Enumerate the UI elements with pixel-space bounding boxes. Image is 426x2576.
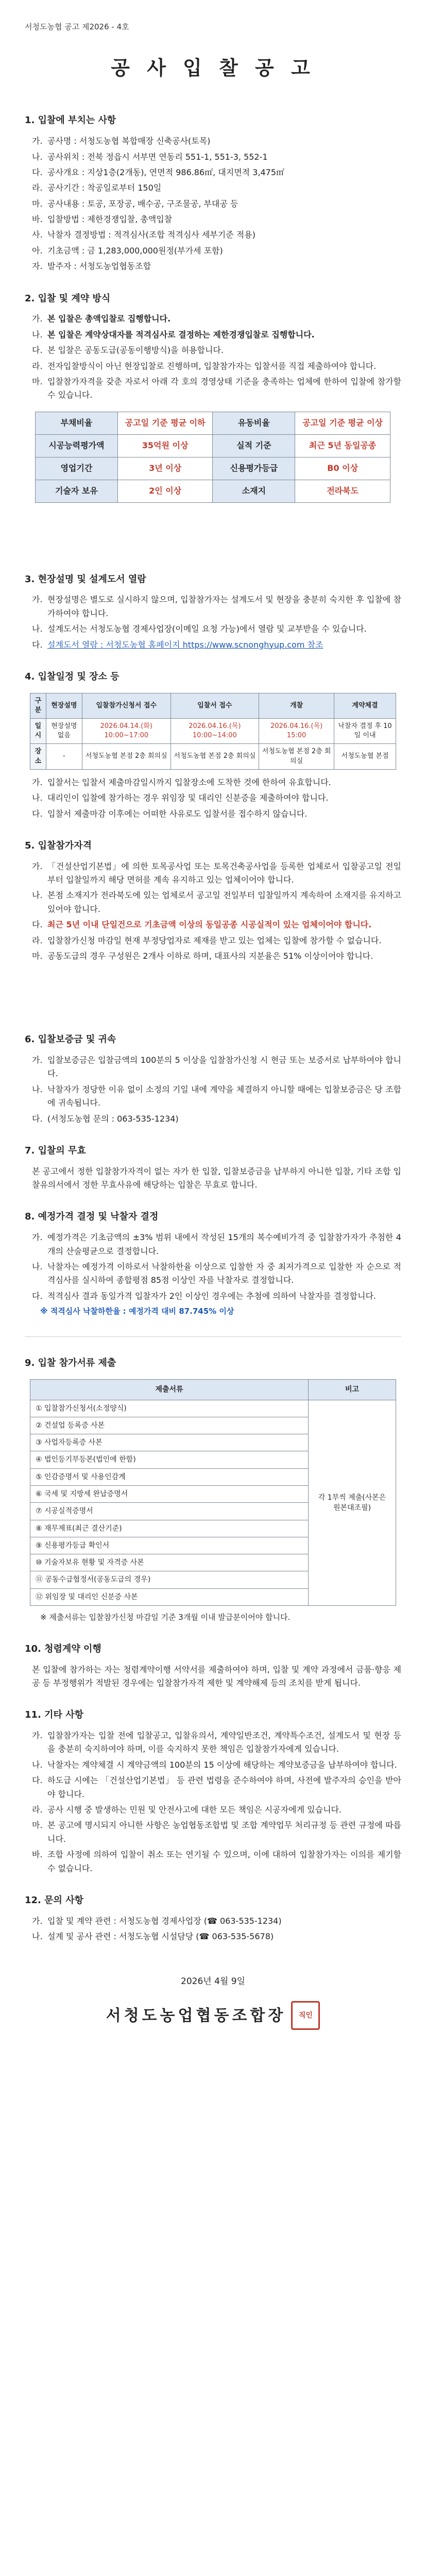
list-item [32, 791, 401, 805]
list-item [32, 1819, 401, 1846]
item-mark: 가. [32, 861, 43, 871]
list-item [32, 360, 401, 373]
section-1 [25, 113, 401, 273]
list-item [32, 328, 401, 342]
list-item [32, 918, 401, 931]
item-text: 최근 5년 이내 단일건으로 기초금액 이상의 동일공종 시공실적이 있는 업체이어야 합니다. [47, 920, 372, 930]
item-text: 본 입찰은 계약상대자를 적격심사로 결정하는 제한경쟁입찰로 집행합니다. [47, 329, 315, 340]
column-header: 입찰참가신청서 접수 [82, 693, 171, 718]
table-row [36, 457, 390, 480]
section-8 [25, 1209, 401, 1317]
item-mark: 라. [32, 1804, 43, 1815]
table-cell-value: 2인 이상 [117, 480, 213, 502]
issuer-name: 서청도농업협동조합장 [106, 2006, 286, 2025]
table-cell: - [46, 744, 82, 769]
column-header: 현장설명 [46, 693, 82, 718]
column-header: 입찰서 접수 [171, 693, 259, 718]
table-row [36, 480, 390, 502]
table-cell: ⑨ 신용평가등급 확인서 [30, 1537, 309, 1554]
item-text: 입찰보증금은 입찰금액의 100분의 5 이상을 입찰참가신청 시 현금 또는 보증서로 납부하여야 합니다. [47, 1055, 401, 1079]
paragraph: 본 입찰에 참가하는 자는 청렴계약이행 서약서를 제출하여야 하며, 입찰 및 계약 과정에서 금품·향응 제공 등 부정행위가 적발된 경우에는 입찰참가자격 제한 및 계약해제 등의 조치를 받게 됩니다. [32, 1664, 401, 1688]
homepage-link[interactable]: 설계도서 열람 : 서청도농협 홈페이지 https://www.scnonghyup.com 참조 [47, 639, 323, 650]
item-text: 현장설명은 별도로 실시하지 않으며, 입찰참가자는 설계도서 및 현장을 충분히 숙지한 후 입찰에 참가하여야 합니다. [47, 595, 401, 618]
table-cell: 서청도농협 본점 2층 회의실 [171, 744, 259, 769]
table-cell-label: 신용평가등급 [213, 457, 295, 480]
table-cell-label: 기술자 보유 [36, 480, 118, 502]
item-text: 입찰참가자는 입찰 전에 입찰공고, 입찰유의서, 계약일반조건, 계약특수조건, 설계도서 및 현장 등을 충분히 숙지하여야 하며, 이를 숙지하지 못한 책임은 입찰참가자에게 있습니다. [47, 1730, 401, 1754]
item-text: 공사기간 : 착공일로부터 150일 [47, 183, 162, 193]
item-text: 본점 소재지가 전라북도에 있는 업체로서 공고일 전일부터 입찰일까지 계속하여 소재지를 유지하고 있어야 합니다. [47, 890, 401, 914]
table-cell-value: 최근 5년 동일공종 [295, 434, 390, 457]
item-mark: 마. [32, 198, 43, 209]
item-mark: 가. [32, 595, 43, 605]
schedule-table [30, 693, 396, 770]
column-header: 비고 [309, 1379, 396, 1400]
item-text: 입찰참가자격을 갖춘 자로서 아래 각 호의 경영상태 기준을 충족하는 업체에 한하여 입찰에 참가할 수 있습니다. [47, 376, 401, 400]
item-text: 본 입찰은 공동도급(공동이행방식)을 허용합니다. [47, 345, 224, 355]
section-heading: 2. 입찰 및 계약 방식 [25, 293, 111, 304]
list-item [32, 181, 401, 195]
table-cell-label: 실적 기준 [213, 434, 295, 457]
table-cell: 서청도농협 본점 2층 회의실 [82, 744, 171, 769]
section-heading: 4. 입찰일정 및 장소 등 [25, 671, 120, 682]
item-mark: 가. [32, 1916, 43, 1926]
table-cell: 2026.04.16.(목) 15:00 [259, 718, 334, 743]
list-item [32, 1112, 401, 1126]
item-text: 공사 시행 중 발생하는 민원 및 안전사고에 대한 모든 책임은 시공자에게 있습니다. [47, 1804, 342, 1815]
item-mark: 나. [32, 151, 43, 162]
table-cell: 낙찰자 결정 후 10일 이내 [334, 718, 396, 743]
item-mark: 나. [32, 1759, 43, 1770]
list-item [32, 593, 401, 620]
item-text: 공사명 : 서청도농협 복합매장 신축공사(토목) [47, 136, 211, 146]
list-item [32, 638, 401, 652]
column-header: 개찰 [259, 693, 334, 718]
item-mark: 나. [32, 793, 43, 803]
list-item [32, 375, 401, 402]
table-cell: 서청도농협 본점 2층 회의실 [259, 744, 334, 769]
table-cell-label: 소재지 [213, 480, 295, 502]
list-item [32, 1083, 401, 1110]
item-text: 본 공고에 명시되지 아니한 사항은 농업협동조합법 및 조합 계약업무 처리규정 등 관련 규정에 따릅니다. [47, 1820, 401, 1844]
item-text: 공동도급의 경우 구성원은 2개사 이하로 하며, 대표사의 지분율은 51% 이상이어야 합니다. [47, 951, 373, 961]
list-item [32, 1290, 401, 1303]
table-header-row [30, 693, 396, 718]
section-heading: 1. 입찰에 부치는 사항 [25, 115, 116, 126]
item-text: 전자입찰방식이 아닌 현장입찰로 진행하며, 입찰참가자는 입찰서를 직접 제출하여야 합니다. [47, 361, 377, 371]
list-item [32, 197, 401, 211]
list-item [32, 166, 401, 179]
section-4 [25, 669, 401, 821]
section-heading: 9. 입찰 참가서류 제출 [25, 1357, 116, 1368]
table-cell: 현장설명 없음 [46, 718, 82, 743]
list-item [32, 622, 401, 636]
item-text: 낙찰자가 정당한 이유 없이 소정의 기일 내에 계약을 체결하지 아니할 때에는 입찰보증금은 당 조합에 귀속됩니다. [47, 1084, 401, 1108]
item-text: 입찰 및 계약 관련 : 서청도농협 경제사업장 (☎ 063-535-1234) [47, 1916, 282, 1926]
table-row [30, 718, 396, 743]
official-seal-icon: 직인 [291, 2001, 320, 2030]
item-text: 공사위치 : 전북 정읍시 서부면 연동리 551-1, 551-3, 552-1 [47, 151, 268, 162]
table-cell-value: 3년 이상 [117, 457, 213, 480]
table-cell: 서청도농협 본점 [334, 744, 396, 769]
list-item [32, 213, 401, 226]
table-cell: ⑧ 재무제표(최근 결산기준) [30, 1520, 309, 1537]
item-mark: 가. [32, 1730, 43, 1740]
item-text: 적격심사 결과 동일가격 입찰자가 2인 이상인 경우에는 추첨에 의하여 낙찰자를 결정합니다. [47, 1291, 376, 1301]
row-label: 장소 [30, 744, 46, 769]
list-item [32, 776, 401, 789]
column-header: 계약체결 [334, 693, 396, 718]
item-text: 낙찰자 결정방법 : 적격심사(조합 적격심사 세부기준 적용) [47, 230, 255, 240]
table-cell: 2026.04.14.(화) 10:00~17:00 [82, 718, 171, 743]
table-note: ※ 제출서류는 입찰참가신청 마감일 기준 3개월 이내 발급분이어야 합니다. [40, 1613, 291, 1622]
table-cell-label: 유동비율 [213, 412, 295, 434]
column-header: 구분 [30, 693, 46, 718]
item-text: 설계 및 공사 관련 : 서청도농협 시설담당 (☎ 063-535-5678) [47, 1931, 274, 1941]
item-text: 낙찰자는 예정가격 이하로서 낙찰하한율 이상으로 입찰한 자 중 최저가격으로 입찰한 자 순으로 적격심사를 실시하여 종합평점 85점 이상인 자를 낙찰자로 결정합니다. [47, 1261, 401, 1285]
table-row [36, 412, 390, 434]
table-cell-value: B0 이상 [295, 457, 390, 480]
table-cell-label: 시공능력평가액 [36, 434, 118, 457]
item-text: 입찰서 제출마감 이후에는 어떠한 사유로도 입찰서를 접수하지 않습니다. [47, 808, 308, 819]
item-mark: 다. [32, 639, 43, 650]
list-item [32, 1260, 401, 1287]
section-heading: 3. 현장설명 및 설계도서 열람 [25, 573, 146, 585]
section-5 [25, 838, 401, 963]
item-mark: 아. [32, 245, 43, 256]
table-cell: ④ 법인등기부등본(법인에 한함) [30, 1451, 309, 1468]
document-title: 공 사 입 찰 공 고 [111, 56, 315, 79]
list-item [32, 1848, 401, 1875]
table-row [30, 744, 396, 769]
section-10 [25, 1641, 401, 1690]
table-cell: ⑫ 위임장 및 대리인 신분증 사본 [30, 1588, 309, 1605]
list-item [32, 1758, 401, 1772]
row-label: 일시 [30, 718, 46, 743]
list-item [32, 1803, 401, 1817]
section-heading: 6. 입찰보증금 및 귀속 [25, 1034, 116, 1045]
item-mark: 가. [32, 314, 43, 324]
item-text: 입찰참가신청 마감일 현재 부정당업자로 제재를 받고 있는 업체는 입찰에 참가할 수 없습니다. [47, 935, 382, 945]
paragraph: 본 공고에서 정한 입찰참가자격이 없는 자가 한 입찰, 입찰보증금을 납부하지 아니한 입찰, 기타 조합 입찰유의서에서 정한 무효사유에 해당하는 입찰은 무효로 합니다. [32, 1166, 401, 1190]
list-item [32, 260, 401, 273]
table-row [36, 434, 390, 457]
item-mark: 나. [32, 1261, 43, 1272]
list-item [32, 150, 401, 164]
item-mark: 라. [32, 361, 43, 371]
item-mark: 마. [32, 1820, 43, 1831]
notice-date: 2026년 4월 9일 [181, 1976, 245, 1987]
list-item [32, 950, 401, 963]
item-text: 「건설산업기본법」에 의한 토목공사업 또는 토목건축공사업을 등록한 업체로서 입찰공고일 전일부터 입찰일까지 해당 면허를 계속 유지하고 있는 업체이어야 합니다. [47, 861, 401, 885]
item-mark: 다. [32, 920, 43, 930]
item-text: 입찰방법 : 제한경쟁입찰, 총액입찰 [47, 214, 173, 225]
item-text: (서청도농협 문의 : 063-535-1234) [47, 1113, 179, 1124]
item-text: 입찰서는 입찰서 제출마감일시까지 입찰장소에 도착한 것에 한하여 유효합니다. [47, 777, 331, 787]
table-cell: ⑤ 인감증명서 및 사용인감계 [30, 1468, 309, 1485]
list-item [32, 807, 401, 821]
list-item [32, 1054, 401, 1081]
table-header-row [30, 1379, 396, 1400]
table-cell: ⑦ 시공실적증명서 [30, 1503, 309, 1520]
table-cell-label: 영업기간 [36, 457, 118, 480]
remark-cell: 각 1부씩 제출(사본은 원본대조필) [309, 1400, 396, 1606]
section-heading: 11. 기타 사항 [25, 1709, 83, 1721]
item-mark: 사. [32, 230, 43, 240]
item-mark: 자. [32, 261, 43, 272]
item-text: 대리인이 입찰에 참가하는 경우 위임장 및 대리인 신분증을 제출하여야 합니다. [47, 793, 329, 803]
list-item [32, 244, 401, 258]
item-mark: 다. [32, 1775, 43, 1786]
table-cell: ⑥ 국세 및 지방세 완납증명서 [30, 1486, 309, 1503]
table-cell-label: 부채비율 [36, 412, 118, 434]
list-item [32, 1729, 401, 1756]
item-mark: 다. [32, 167, 43, 177]
item-mark: 다. [32, 808, 43, 819]
list-item [32, 1774, 401, 1801]
item-text: 낙찰자는 계약체결 시 계약금액의 100분의 15 이상에 해당하는 계약보증금을 납부하여야 합니다. [47, 1759, 397, 1770]
item-text: 공사내용 : 토공, 포장공, 배수공, 구조물공, 부대공 등 [47, 198, 238, 209]
table-cell: ③ 사업자등록증 사본 [30, 1434, 309, 1451]
item-mark: 바. [32, 214, 43, 225]
list-item [32, 228, 401, 242]
item-mark: 나. [32, 1931, 43, 1941]
item-text: 조합 사정에 의하여 입찰이 취소 또는 연기될 수 있으며, 이에 대하여 입찰참가자는 이의를 제기할 수 없습니다. [47, 1850, 401, 1873]
section-heading: 10. 청렴계약 이행 [25, 1643, 101, 1654]
highlight-note: ※ 적격심사 낙찰하한율 : 예정가격 대비 87.745% 이상 [40, 1307, 234, 1316]
table-row [30, 1400, 396, 1417]
section-9 [25, 1355, 401, 1624]
divider [25, 1336, 401, 1337]
list-item [32, 344, 401, 357]
table-cell: ⑪ 공동수급협정서(공동도급의 경우) [30, 1571, 309, 1588]
item-text: 발주자 : 서청도농업협동조합 [47, 261, 151, 272]
list-item [32, 1914, 401, 1928]
qualification-table [35, 412, 390, 503]
item-mark: 다. [32, 1291, 43, 1301]
notice-number: 서청도농협 공고 제2026 - 4호 [25, 22, 129, 31]
item-mark: 가. [32, 777, 43, 787]
section-12 [25, 1893, 401, 1943]
section-7 [25, 1143, 401, 1192]
item-mark: 다. [32, 345, 43, 355]
item-mark: 마. [32, 951, 43, 961]
item-mark: 가. [32, 1232, 43, 1243]
section-6 [25, 1032, 401, 1126]
list-item [32, 860, 401, 887]
section-heading: 7. 입찰의 무효 [25, 1145, 86, 1156]
table-cell-value: 공고일 기준 평균 이상 [295, 412, 390, 434]
item-mark: 가. [32, 136, 43, 146]
item-mark: 라. [32, 935, 43, 945]
table-cell: ⑩ 기술자보유 현황 및 자격증 사본 [30, 1554, 309, 1571]
item-mark: 나. [32, 1084, 43, 1094]
item-mark: 나. [32, 329, 43, 340]
item-text: 예정가격은 기초금액의 ±3% 범위 내에서 작성된 15개의 복수예비가격 중 입찰참가자가 추첨한 4개의 산술평균으로 결정합니다. [47, 1232, 401, 1256]
list-item [32, 889, 401, 916]
list-item [32, 312, 401, 326]
list-item [32, 1930, 401, 1943]
table-cell: 2026.04.16.(목) 10:00~14:00 [171, 718, 259, 743]
table-cell: ② 건설업 등록증 사본 [30, 1417, 309, 1434]
table-cell-value: 공고일 기준 평균 이하 [117, 412, 213, 434]
item-mark: 마. [32, 376, 43, 386]
table-cell-value: 전라북도 [295, 480, 390, 502]
table-cell: ① 입찰참가신청서(소정양식) [30, 1400, 309, 1417]
issuer-signature [25, 2001, 401, 2030]
item-mark: 라. [32, 183, 43, 193]
item-text: 본 입찰은 총액입찰로 집행합니다. [47, 314, 171, 324]
section-2 [25, 291, 401, 503]
table-cell-value: 35억원 이상 [117, 434, 213, 457]
documents-table [30, 1379, 396, 1606]
item-mark: 바. [32, 1850, 43, 1860]
item-mark: 다. [32, 1113, 43, 1124]
item-mark: 나. [32, 890, 43, 901]
item-text: 하도급 시에는 「건설산업기본법」 등 관련 법령을 준수하여야 하며, 사전에 발주자의 승인을 받아야 합니다. [47, 1775, 401, 1799]
item-text: 설계도서는 서청도농협 경제사업장(이메일 요청 가능)에서 열람 및 교부받을 수 있습니다. [47, 624, 367, 634]
column-header: 제출서류 [30, 1379, 309, 1400]
section-11 [25, 1707, 401, 1875]
list-item [32, 134, 401, 148]
section-heading: 5. 입찰참가자격 [25, 840, 92, 851]
section-3 [25, 572, 401, 652]
section-heading: 8. 예정가격 결정 및 낙찰자 결정 [25, 1211, 159, 1223]
item-text: 공사개요 : 지상1층(2개동), 연면적 986.86㎡, 대지면적 3,475㎡ [47, 167, 285, 177]
item-mark: 나. [32, 624, 43, 634]
list-item [32, 1231, 401, 1258]
item-text: 기초금액 : 금 1,283,000,000원정(부가세 포함) [47, 245, 223, 256]
list-item [32, 934, 401, 947]
item-mark: 가. [32, 1055, 43, 1065]
section-heading: 12. 문의 사항 [25, 1894, 83, 1906]
